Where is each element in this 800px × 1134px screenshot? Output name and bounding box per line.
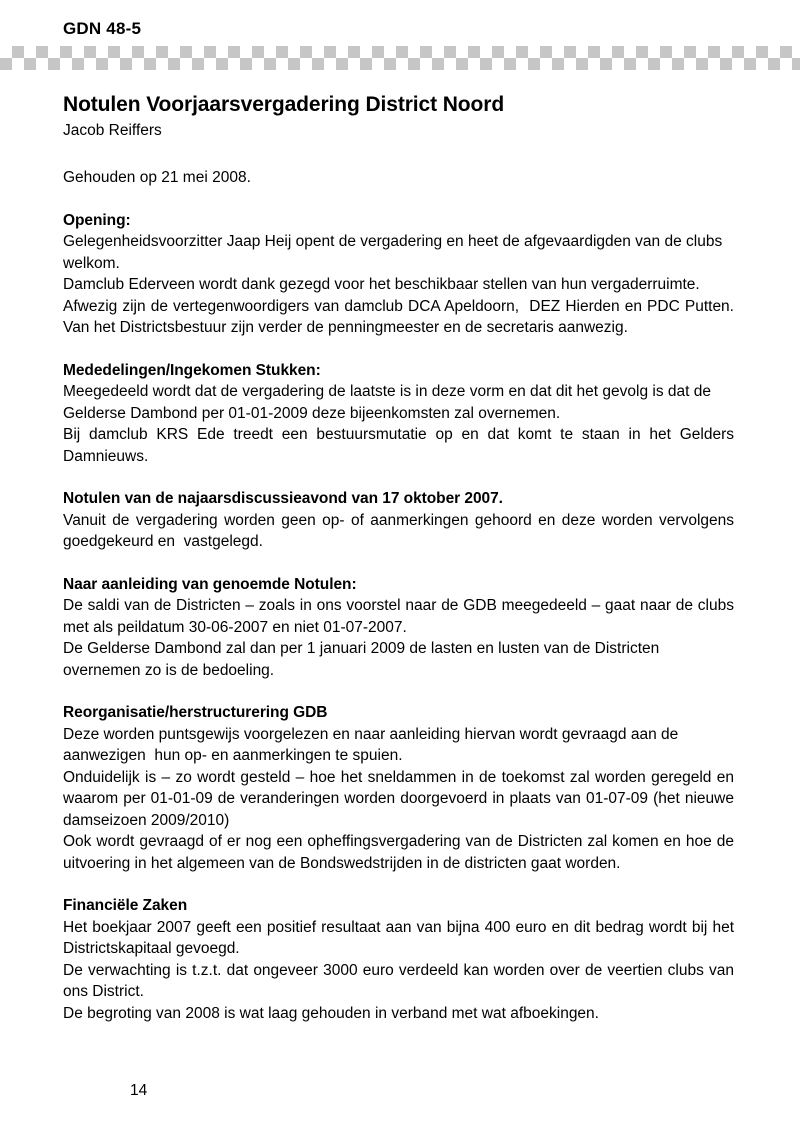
section-paragraph: Ook wordt gevraagd of er nog een opheffingsvergadering van de Districten zal komen en hoe de uitvoering in het algemeen van de Bondswedstrijden in de districten gaat worden. (63, 833, 739, 872)
checkered-band-decoration (0, 46, 800, 70)
section-paragraph: Damclub Ederveen wordt dank gezegd voor het beschikbaar stellen van hun vergaderruimte. (63, 276, 700, 293)
section-paragraph: Deze worden puntsgewijs voorgelezen en naar aanleiding hiervan wordt gevraagd aan de aanwezigen hun op- en aanmerkingen te spuien. (63, 725, 683, 764)
section-paragraph: Bij damclub KRS Ede treedt een bestuursmutatie op en dat komt te staan in het Gelders Damnieuws. (63, 426, 739, 465)
section-paragraph: Afwezig zijn de vertegenwoordigers van damclub DCA Apeldoorn, DEZ Hierden en PDC Putten. Van het Districtsbestuur zijn verder de penningmeester en de secretaris aanwezig. (63, 297, 739, 336)
page-title: Notulen Voorjaarsvergadering District Noord (63, 93, 505, 116)
section-notulen-najaarsdiscussieavond (63, 488, 739, 553)
section-paragraph: De saldi van de Districten – zoals in ons voorstel naar de GDB meegedeeld – gaat naar de clubs met als peildatum 30-06-2007 en niet 01-07-2007. (63, 597, 739, 636)
section-paragraph: Meegedeeld wordt dat de vergadering de laatste is in deze vorm en dat dit het gevolg is dat de Gelderse Dambond per 01-01-2009 deze bijeenkomsten zal overnemen. (63, 383, 716, 422)
section-heading: Financiële Zaken (63, 897, 188, 914)
spacer (63, 141, 734, 167)
section-paragraph: De verwachting is t.z.t. dat ongeveer 3000 euro verdeeld kan worden over de veertien clubs van ons District. (63, 961, 739, 1000)
document-author: Jacob Reiffers (63, 122, 162, 139)
meeting-date-line: Gehouden op 21 mei 2008. (63, 169, 251, 186)
running-head: GDN 48-5 (63, 19, 142, 38)
section-heading: Opening: (63, 211, 131, 229)
section-paragraph: Onduidelijk is – zo wordt gesteld – hoe het sneldammen in de toekomst zal worden geregeld en waarom per 01-01-09 de veranderingen worden doorgevoerd in plaats van 01-07-09 (het nieuwe damseizoen 2009/2010) (63, 768, 739, 829)
section-heading: Reorganisatie/herstructurering GDB (63, 704, 328, 721)
page-number: 14 (130, 1082, 148, 1099)
section-paragraph: Het boekjaar 2007 geeft een positief resultaat aan van bijna 400 euro en dit bedrag wordt bij het Districtskapitaal gevoegd. (63, 918, 739, 957)
section-reorganisatie (63, 702, 739, 874)
section-heading: Mededelingen/Ingekomen Stukken: (63, 361, 321, 379)
section-paragraph: Vanuit de vergadering worden geen op- of aanmerkingen gehoord en deze worden vervolgens goedgekeurd en vastgelegd. (63, 511, 739, 550)
section-heading: Notulen van de najaarsdiscussieavond van 17 oktober 2007. (63, 490, 503, 507)
section-paragraph: De begroting van 2008 is wat laag gehouden in verband met wat afboekingen. (63, 1004, 599, 1022)
spacer (63, 189, 734, 210)
section-opening (63, 210, 739, 339)
section-paragraph: Gelegenheidsvoorzitter Jaap Heij opent de vergadering en heet de afgevaardigden van de clubs welkom. (63, 233, 727, 272)
document-body (63, 92, 739, 1024)
section-mededelingen (63, 360, 739, 468)
section-paragraph: De Gelderse Dambond zal dan per 1 januari 2009 de lasten en lusten van de Districten overnemen zo is de bedoeling. (63, 640, 664, 679)
section-naar-aanleiding (63, 574, 739, 682)
section-financiele-zaken (63, 895, 739, 1024)
section-heading: Naar aanleiding van genoemde Notulen: (63, 575, 357, 593)
